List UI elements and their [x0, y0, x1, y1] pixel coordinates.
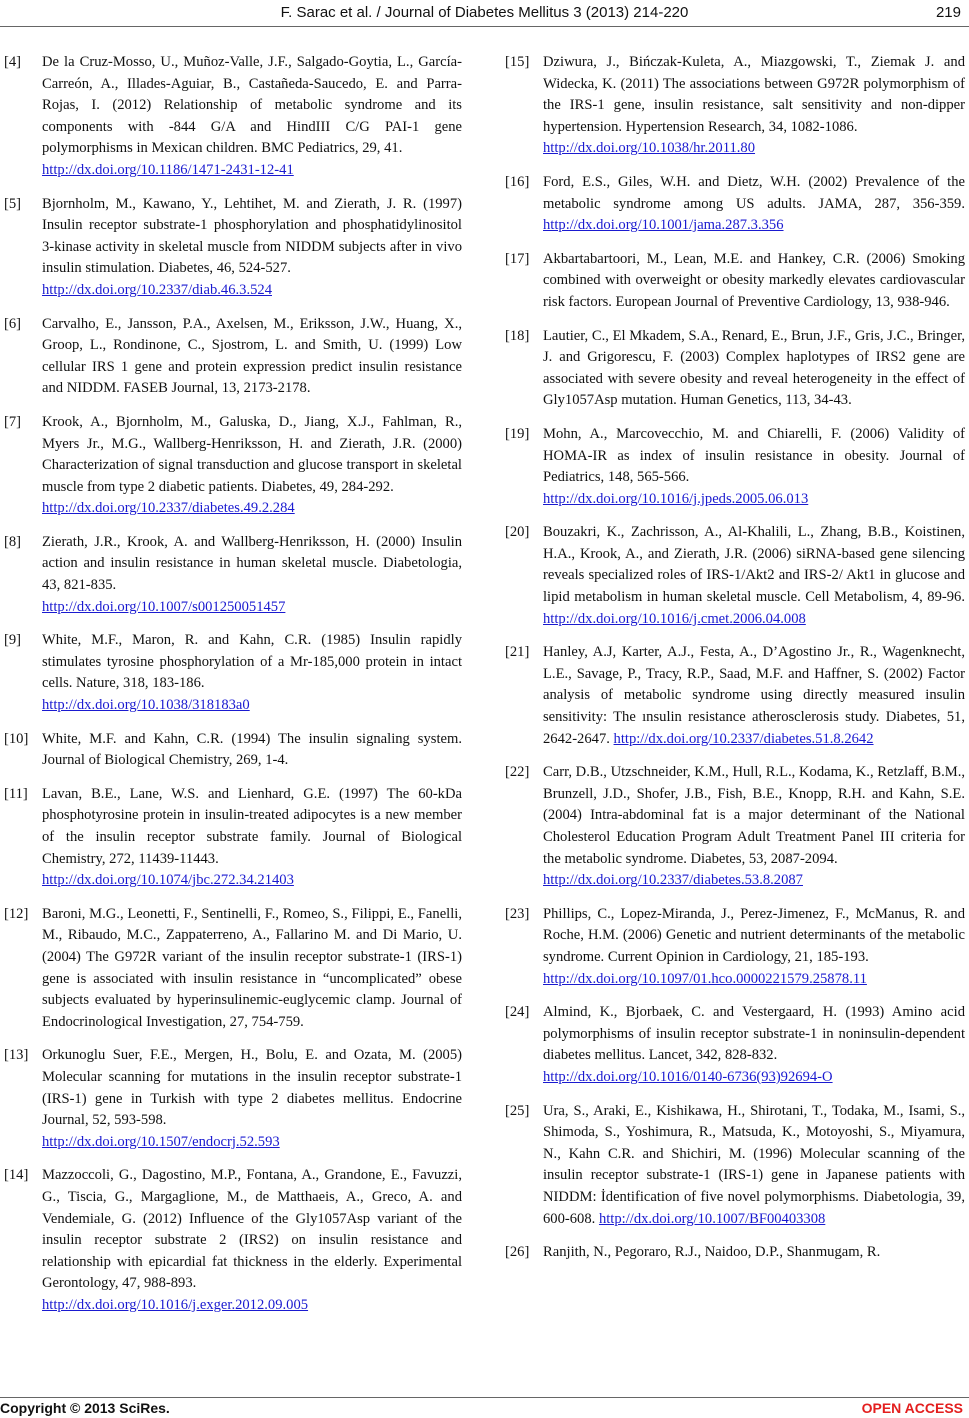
reference-number: [23]: [505, 905, 530, 922]
reference-item: [4, 729, 462, 772]
reference-number: [21]: [505, 644, 530, 661]
doi-link[interactable]: http://dx.doi.org/10.1038/hr.2011.80: [543, 140, 756, 157]
doi-link[interactable]: http://dx.doi.org/10.1016/0140-6736(93)92694-O: [543, 1068, 833, 1085]
reference-item: [505, 52, 965, 160]
reference-text: Lavan, B.E., Lane, W.S. and Lienhard, G.E. (1997) The 60-kDa phosphotyrosine protein in insulin-treated adipocytes is a new member of the insulin receptor substrate family. Journal of Biological Chemistry, 272, 11439-11443.: [42, 785, 462, 867]
reference-item: [4, 1165, 462, 1316]
doi-link[interactable]: http://dx.doi.org/10.2337/diabetes.51.8.2642: [613, 730, 874, 747]
reference-item: [505, 1101, 965, 1231]
reference-text: Carvalho, E., Jansson, P.A., Axelsen, M., Eriksson, J.W., Huang, X., Groop, L., Rondinone, C., Sjostrom, L. and Smith, U. (1999) Low cellular IRS 1 gene and protein expression predict insulin resistance and NIDDM. FASEB Journal, 13, 2173-2178.: [42, 315, 462, 397]
journal-citation: F. Sarac et al. / Journal of Diabetes Mellitus 3 (2013) 214-220: [280, 4, 689, 21]
reference-text: Ford, E.S., Giles, W.H. and Dietz, W.H. (2002) Prevalence of the metabolic syndrome among US adults. JAMA, 287, 356-359.: [543, 173, 965, 212]
reference-text: White, M.F. and Kahn, C.R. (1994) The insulin signaling system. Journal of Biological Chemistry, 269, 1-4.: [42, 730, 462, 769]
open-access-label: OPEN ACCESS: [861, 1400, 963, 1416]
reference-item: [4, 532, 462, 618]
reference-text: Lautier, C., El Mkadem, S.A., Renard, E., Brun, J.F., Gris, J.C., Bringer, J. and Grigorescu, F. (2003) Complex haplotypes of IRS2 gene are associated with severe obesity and reveal heterogeneity in the effect of Gly1057Asp mutation. Human Genetics, 113, 34-43.: [543, 327, 965, 409]
reference-number: [24]: [505, 1004, 530, 1021]
reference-text: Dziwura, J., Bińczak-Kuleta, A., Miazgowski, T., Ziemak J. and Widecka, K. (2011) The associations between G972R polymorphism of the IRS-1 gene, insulin resistance, salt sensitivity and non-dipper hypertension. Hypertension Research, 34, 1082-1086.: [543, 54, 965, 135]
doi-link[interactable]: http://dx.doi.org/10.1007/BF00403308: [598, 1210, 826, 1227]
reference-text: Bjornholm, M., Kawano, Y., Lehtihet, M. and Zierath, J. R. (1997) Insulin receptor substrate-1 phosphorylation and phosphatidylinositol 3-kinase activity in skeletal muscle from NIDDM subjects after in vivo insulin stimulation. Diabetes, 46, 524-527.: [42, 195, 462, 277]
page-number: 219: [935, 4, 961, 21]
reference-number: [22]: [505, 764, 530, 781]
reference-item: [4, 314, 462, 400]
reference-number: [15]: [505, 54, 530, 70]
reference-item: [4, 412, 462, 520]
doi-link[interactable]: http://dx.doi.org/10.1001/jama.287.3.356: [543, 217, 784, 234]
reference-text: Ura, S., Araki, E., Kishikawa, H., Shirotani, T., Todaka, M., Isami, S., Shimoda, S., Yoshimura, R., Matsuda, K., Motoyoshi, S., Miyamura, N., Kahn C.R. and Shichiri, M. (1996) Molecular scanning of the insulin receptor substrate-1 (IRS-1) gene in Japanese patients with NIDDM: İdentification of five novel polymorphisms. Diabetologia, 39, 600-608.: [543, 1102, 965, 1227]
running-header: [0, 0, 969, 27]
reference-item: [4, 630, 462, 716]
reference-text: Zierath, J.R., Krook, A. and Wallberg-Henriksson, H. (2000) Insulin action and insulin resistance in human skeletal muscle. Diabetologia, 43, 821-835.: [42, 533, 462, 594]
reference-text: Orkunoglu Suer, F.E., Mergen, H., Bolu, E. and Ozata, M. (2005) Molecular scanning for mutations in the insulin receptor substrate-1 (IRS-1) gene in Turkish with type 2 diabetes mellitus. Endocrine Journal, 52, 593-598.: [42, 1047, 462, 1129]
reference-item: [4, 784, 462, 892]
reference-number: [5]: [4, 195, 22, 212]
reference-number: [9]: [4, 632, 22, 649]
reference-number: [16]: [505, 173, 530, 190]
doi-link[interactable]: http://dx.doi.org/10.1097/01.hco.0000221579.25878.11: [543, 970, 867, 987]
reference-text: De la Cruz-Mosso, U., Muñoz-Valle, J.F., Salgado-Goytia, L., García-Carreón, A., Illades-Aguiar, B., Castañeda-Saucedo, E. and Parra-Rojas, I. (2012) Relationship of metabolic syndrome and its components with -844 G/A and HindIII C/G PAI-1 gene polymorphisms in Mexican children. BMC Pediatrics, 29, 41.: [42, 54, 462, 157]
reference-item: [505, 326, 965, 412]
reference-item: [505, 522, 965, 630]
reference-item: [505, 1242, 965, 1264]
reference-number: [14]: [4, 1167, 29, 1184]
reference-item: [505, 904, 965, 990]
reference-text: Akbartabartoori, M., Lean, M.E. and Hankey, C.R. (2006) Smoking combined with overweight or obesity markedly elevates cardiovascular risk factors. European Journal of Preventive Cardiology, 13, 938-946.: [543, 250, 965, 310]
reference-text: Carr, D.B., Utzschneider, K.M., Hull, R.L., Kodama, K., Retzlaff, B.M., Brunzell, J.D., Shofer, J.B., Fish, B.E., Knopp, R.H. and Kahn, S.E. (2004) Intra-abdominal fat is a major determinant of the National Cholesterol Education Program Adult Treatment Panel III criteria for the metabolic syndrome. Diabetes, 53, 2087-2094.: [543, 764, 965, 867]
reference-number: [7]: [4, 413, 22, 430]
reference-text: Phillips, C., Lopez-Miranda, J., Perez-Jimenez, F., McManus, R. and Roche, H.M. (2006) Genetic and nutrient determinants of the metabolic syndrome. Current Opinion in Cardiology, 21, 185-193.: [543, 905, 965, 965]
reference-text: Mohn, A., Marcovecchio, M. and Chiarelli, F. (2006) Validity of HOMA-IR as index of insulin resistance in obesity. Journal of Pediatrics, 148, 565-566.: [543, 425, 965, 486]
reference-text: Hanley, A.J, Karter, A.J., Festa, A., D’Agostino Jr., R., Wagenknecht, L.E., Savage, P., Tracy, R.P., Saad, M.F. and Haffner, S. (2002) Factor analysis of metabolic syndrome using directly measured insulin sensitivity: The ınsulin resistance atherosclerosis study. Diabetes, 51, 2642-2647.: [543, 644, 965, 747]
reference-number: [8]: [4, 533, 22, 550]
doi-link[interactable]: http://dx.doi.org/10.1186/1471-2431-12-41: [42, 161, 294, 178]
doi-link[interactable]: http://dx.doi.org/10.1507/endocrj.52.593: [42, 1133, 280, 1150]
doi-link[interactable]: http://dx.doi.org/10.1038/318183a0: [42, 697, 250, 714]
reference-item: [4, 194, 462, 302]
reference-item: [4, 904, 462, 1034]
reference-number: [25]: [505, 1102, 530, 1119]
reference-text: Almind, K., Bjorbaek, C. and Vestergaard, H. (1993) Amino acid polymorphisms of insulin receptor substrate-1 in noninsulin-dependent diabetes mellitus. Lancet, 342, 828-832.: [543, 1004, 965, 1064]
reference-text: White, M.F., Maron, R. and Kahn, C.R. (1985) Insulin rapidly stimulates tyrosine phosphorylation of a Mr-185,000 protein in intact cells. Nature, 318, 183-186.: [42, 632, 462, 692]
reference-item: [505, 249, 965, 314]
doi-link[interactable]: http://dx.doi.org/10.2337/diabetes.49.2.284: [42, 500, 295, 517]
reference-item: [505, 642, 965, 750]
reference-text: Bouzakri, K., Zachrisson, A., Al-Khalili, L., Zhang, B.B., Koistinen, H.A., Krook, A., and Zierath, J.R. (2006) siRNA-based gene silencing reveals specialized roles of IRS-1/Akt2 and IRS-2/ Akt1 in glucose and lipid metabolism in human skeletal muscle. Cell Metabolism, 4, 89-96.: [543, 524, 965, 606]
reference-number: [17]: [505, 250, 530, 267]
reference-item: [4, 52, 462, 182]
reference-number: [13]: [4, 1047, 29, 1064]
reference-number: [10]: [4, 730, 29, 747]
reference-item: [505, 1002, 965, 1088]
reference-number: [4]: [4, 54, 22, 70]
reference-text: Krook, A., Bjornholm, M., Galuska, D., Jiang, X.J., Fahlman, R., Myers Jr., M.G., Wallberg-Henriksson, H. and Zierath, J.R. (2000) Characterization of signal transduction and glucose transport in skeletal muscle from type 2 diabetic patients. Diabetes, 49, 284-292.: [42, 413, 462, 495]
reference-item: [505, 762, 965, 892]
reference-text: Ranjith, N., Pegoraro, R.J., Naidoo, D.P., Shanmugam, R.: [543, 1244, 881, 1261]
page-footer: [0, 1397, 969, 1418]
reference-number: [20]: [505, 524, 530, 541]
doi-link[interactable]: http://dx.doi.org/10.2337/diab.46.3.524: [42, 281, 272, 298]
doi-link[interactable]: http://dx.doi.org/10.1016/j.jpeds.2005.06.013: [543, 490, 809, 507]
doi-link[interactable]: http://dx.doi.org/10.1016/j.exger.2012.09.005: [42, 1296, 309, 1313]
copyright-notice: Copyright © 2013 SciRes.: [0, 1400, 170, 1416]
doi-link[interactable]: http://dx.doi.org/10.2337/diabetes.53.8.2087: [543, 872, 803, 889]
reference-text: Mazzoccoli, G., Dagostino, M.P., Fontana, A., Grandone, E., Favuzzi, G., Tiscia, G., Margaglione, M., de Matthaeis, A., Greco, A. and Vendemiale, G. (2012) Influence of the Gly1057Asp variant of the insulin receptor substrate 2 (IRS2) on insulin resistance and relationship with epicardial fat thickness in the elderly. Experimental Gerontology, 47, 988-893.: [42, 1167, 462, 1292]
reference-number: [11]: [4, 785, 28, 802]
reference-item: [4, 1045, 462, 1153]
doi-link[interactable]: http://dx.doi.org/10.1007/s001250051457: [42, 598, 286, 615]
reference-number: [6]: [4, 315, 22, 332]
reference-column-left: [4, 52, 462, 1328]
reference-column-right: [505, 52, 965, 1276]
reference-item: [505, 172, 965, 237]
doi-link[interactable]: http://dx.doi.org/10.1016/j.cmet.2006.04.008: [543, 610, 806, 627]
doi-link[interactable]: http://dx.doi.org/10.1074/jbc.272.34.21403: [42, 872, 294, 889]
reference-number: [12]: [4, 905, 29, 922]
reference-number: [19]: [505, 425, 530, 442]
reference-item: [505, 424, 965, 510]
reference-text: Baroni, M.G., Leonetti, F., Sentinelli, F., Romeo, S., Filippi, E., Fanelli, M., Ribaudo, M.C., Zappaterreno, A., Fallarino M. and Di Mario, U. (2004) The G972R variant of the insulin receptor substrate-1 (IRS-1) gene is associated with insulin resistance in “uncomplicated” obese subjects evaluated by hyperinsulinemic-euglycemic clamp. Journal of Endocrinological Investigation, 27, 754-759.: [42, 905, 462, 1030]
reference-number: [18]: [505, 327, 530, 344]
reference-number: [26]: [505, 1244, 530, 1261]
